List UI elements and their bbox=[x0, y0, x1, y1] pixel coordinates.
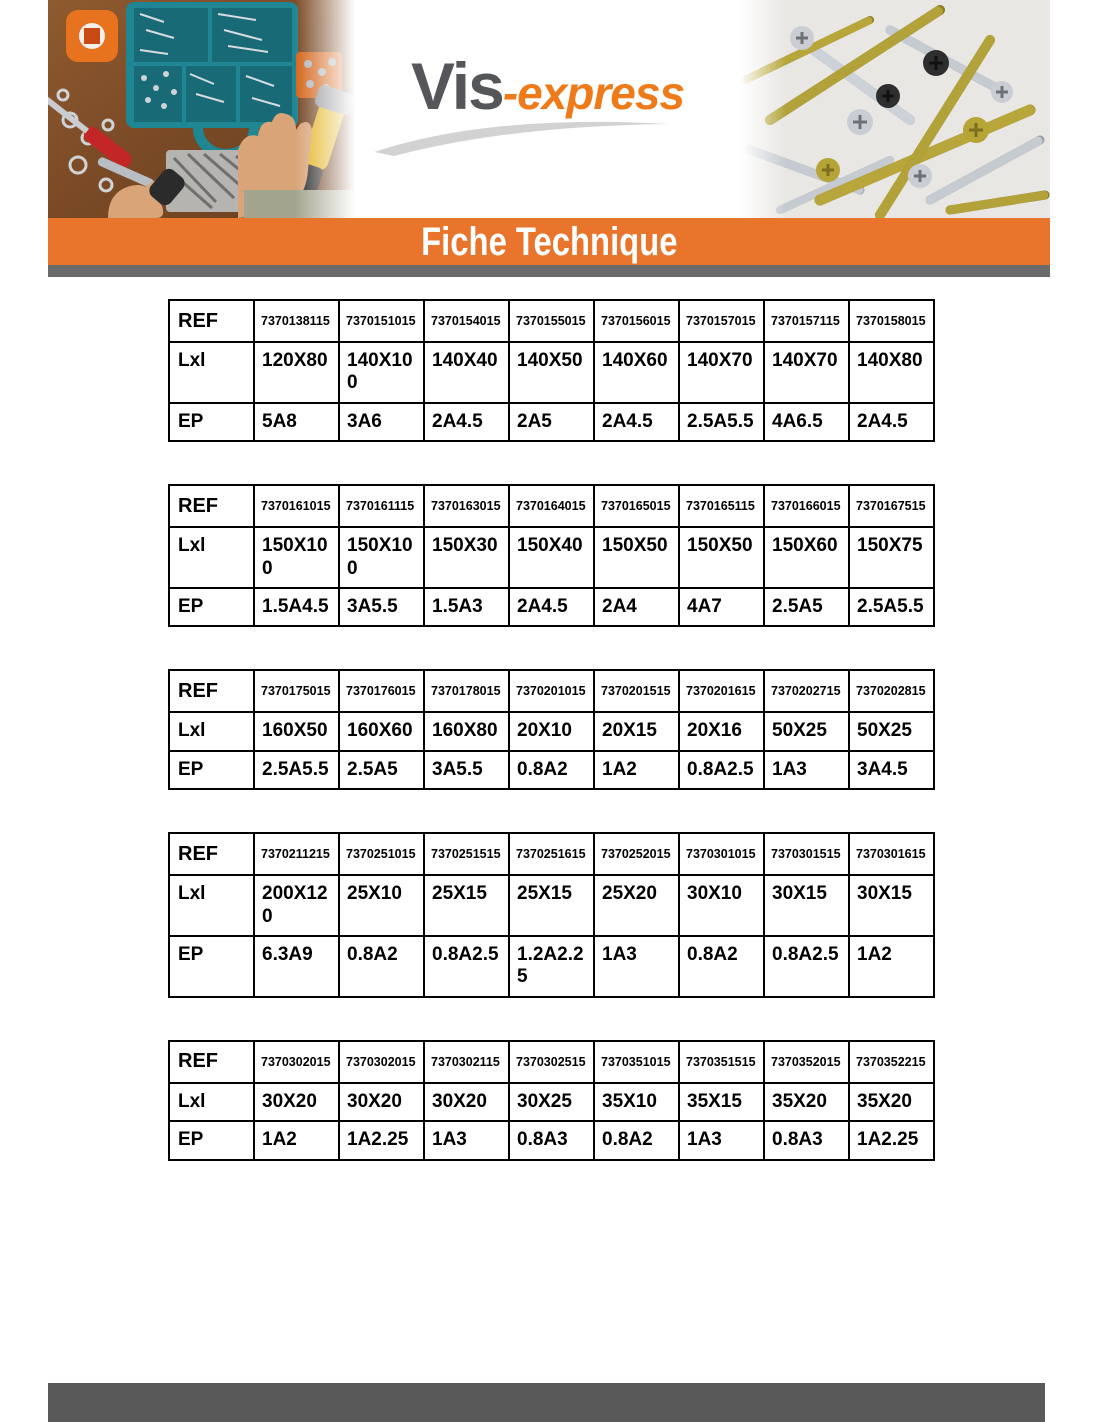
lxl-value-3-6: 20X16 bbox=[679, 712, 764, 750]
ref-value-3-6: 7370201615 bbox=[679, 670, 764, 712]
logo-swoosh bbox=[368, 112, 678, 156]
lxl-value-2-4: 150X40 bbox=[509, 527, 594, 588]
lxl-row bbox=[169, 342, 934, 403]
lxl-value-2-7: 150X60 bbox=[764, 527, 849, 588]
ep-value-5-6: 1A3 bbox=[679, 1121, 764, 1159]
ref-value-1-8: 7370158015 bbox=[849, 300, 934, 342]
ep-value-1-5: 2A4.5 bbox=[594, 403, 679, 441]
ep-row-label: EP bbox=[169, 751, 254, 789]
lxl-value-3-2: 160X60 bbox=[339, 712, 424, 750]
ep-value-2-7: 2.5A5 bbox=[764, 588, 849, 626]
ref-row-label: REF bbox=[169, 833, 254, 875]
ref-value-3-8: 7370202815 bbox=[849, 670, 934, 712]
lxl-row bbox=[169, 712, 934, 750]
ref-value-3-4: 7370201015 bbox=[509, 670, 594, 712]
lxl-value-3-1: 160X50 bbox=[254, 712, 339, 750]
ep-value-2-8: 2.5A5.5 bbox=[849, 588, 934, 626]
spec-table-5 bbox=[168, 1040, 935, 1161]
ep-value-4-4: 1.2A2.25 bbox=[509, 936, 594, 997]
ref-value-3-1: 7370175015 bbox=[254, 670, 339, 712]
ep-value-3-8: 3A4.5 bbox=[849, 751, 934, 789]
ep-value-4-6: 0.8A2 bbox=[679, 936, 764, 997]
lxl-row bbox=[169, 1083, 934, 1121]
ref-value-4-3: 7370251515 bbox=[424, 833, 509, 875]
lxl-value-4-2: 25X10 bbox=[339, 875, 424, 936]
ref-value-2-2: 7370161115 bbox=[339, 485, 424, 527]
lxl-value-1-1: 120X80 bbox=[254, 342, 339, 403]
lxl-value-1-8: 140X80 bbox=[849, 342, 934, 403]
ref-value-1-2: 7370151015 bbox=[339, 300, 424, 342]
ref-value-2-5: 7370165015 bbox=[594, 485, 679, 527]
lxl-value-1-2: 140X100 bbox=[339, 342, 424, 403]
content-area bbox=[48, 0, 1050, 1161]
ref-row-label: REF bbox=[169, 300, 254, 342]
ref-value-2-3: 7370163015 bbox=[424, 485, 509, 527]
ep-value-4-5: 1A3 bbox=[594, 936, 679, 997]
lxl-value-3-4: 20X10 bbox=[509, 712, 594, 750]
ref-value-1-5: 7370156015 bbox=[594, 300, 679, 342]
footer-bar bbox=[48, 1383, 1045, 1422]
ep-value-5-3: 1A3 bbox=[424, 1121, 509, 1159]
page-title: Fiche Technique bbox=[420, 219, 678, 264]
ep-value-2-1: 1.5A4.5 bbox=[254, 588, 339, 626]
ref-row bbox=[169, 1041, 934, 1083]
lxl-value-2-1: 150X100 bbox=[254, 527, 339, 588]
spec-table-4 bbox=[168, 832, 935, 998]
ep-value-2-6: 4A7 bbox=[679, 588, 764, 626]
ref-value-4-1: 7370211215 bbox=[254, 833, 339, 875]
lxl-value-2-3: 150X30 bbox=[424, 527, 509, 588]
ep-value-5-4: 0.8A3 bbox=[509, 1121, 594, 1159]
lxl-row bbox=[169, 527, 934, 588]
ref-value-5-2: 7370302015 bbox=[339, 1041, 424, 1083]
ref-row bbox=[169, 833, 934, 875]
tables bbox=[168, 299, 935, 1161]
logo-text-express: -express bbox=[502, 67, 685, 119]
ref-value-2-8: 7370167515 bbox=[849, 485, 934, 527]
ep-value-5-1: 1A2 bbox=[254, 1121, 339, 1159]
ep-value-1-2: 3A6 bbox=[339, 403, 424, 441]
ep-value-1-3: 2A4.5 bbox=[424, 403, 509, 441]
ref-value-4-7: 7370301515 bbox=[764, 833, 849, 875]
ep-row bbox=[169, 751, 934, 789]
lxl-value-5-1: 30X20 bbox=[254, 1083, 339, 1121]
ref-value-3-2: 7370176015 bbox=[339, 670, 424, 712]
lxl-value-3-8: 50X25 bbox=[849, 712, 934, 750]
right-photo-pile-of-screws bbox=[740, 0, 1050, 218]
ep-value-2-2: 3A5.5 bbox=[339, 588, 424, 626]
ep-row-label: EP bbox=[169, 936, 254, 997]
ep-value-3-4: 0.8A2 bbox=[509, 751, 594, 789]
lxl-value-5-8: 35X20 bbox=[849, 1083, 934, 1121]
ref-value-5-4: 7370302515 bbox=[509, 1041, 594, 1083]
ep-value-3-2: 2.5A5 bbox=[339, 751, 424, 789]
lxl-value-4-4: 25X15 bbox=[509, 875, 594, 936]
right-photo-illustration bbox=[740, 0, 1050, 218]
ep-row bbox=[169, 936, 934, 997]
ep-value-2-3: 1.5A3 bbox=[424, 588, 509, 626]
lxl-value-4-6: 30X10 bbox=[679, 875, 764, 936]
lxl-value-2-8: 150X75 bbox=[849, 527, 934, 588]
ep-value-5-7: 0.8A3 bbox=[764, 1121, 849, 1159]
ep-value-1-7: 4A6.5 bbox=[764, 403, 849, 441]
lxl-value-5-6: 35X15 bbox=[679, 1083, 764, 1121]
ep-value-2-5: 2A4 bbox=[594, 588, 679, 626]
ref-value-4-5: 7370252015 bbox=[594, 833, 679, 875]
ref-value-4-6: 7370301015 bbox=[679, 833, 764, 875]
ref-row-label: REF bbox=[169, 485, 254, 527]
ep-value-4-7: 0.8A2.5 bbox=[764, 936, 849, 997]
ref-value-5-1: 7370302015 bbox=[254, 1041, 339, 1083]
lxl-value-1-3: 140X40 bbox=[424, 342, 509, 403]
ref-value-2-6: 7370165115 bbox=[679, 485, 764, 527]
ref-value-2-1: 7370161015 bbox=[254, 485, 339, 527]
lxl-row bbox=[169, 875, 934, 936]
lxl-value-5-3: 30X20 bbox=[424, 1083, 509, 1121]
lxl-value-5-2: 30X20 bbox=[339, 1083, 424, 1121]
ep-value-2-4: 2A4.5 bbox=[509, 588, 594, 626]
lxl-value-3-5: 20X15 bbox=[594, 712, 679, 750]
lxl-row-label: Lxl bbox=[169, 712, 254, 750]
lxl-value-3-7: 50X25 bbox=[764, 712, 849, 750]
ep-row bbox=[169, 403, 934, 441]
ep-value-5-2: 1A2.25 bbox=[339, 1121, 424, 1159]
divider-bar bbox=[48, 265, 1050, 277]
header bbox=[48, 0, 1050, 218]
ep-value-4-2: 0.8A2 bbox=[339, 936, 424, 997]
ep-value-3-6: 0.8A2.5 bbox=[679, 751, 764, 789]
lxl-value-4-3: 25X15 bbox=[424, 875, 509, 936]
lxl-row-label: Lxl bbox=[169, 1083, 254, 1121]
ref-value-2-7: 7370166015 bbox=[764, 485, 849, 527]
ref-row bbox=[169, 300, 934, 342]
left-photo-illustration bbox=[48, 0, 355, 218]
ep-value-1-1: 5A8 bbox=[254, 403, 339, 441]
ep-row bbox=[169, 588, 934, 626]
lxl-value-3-3: 160X80 bbox=[424, 712, 509, 750]
ref-value-3-5: 7370201515 bbox=[594, 670, 679, 712]
lxl-row-label: Lxl bbox=[169, 342, 254, 403]
ref-row bbox=[169, 670, 934, 712]
ep-value-3-7: 1A3 bbox=[764, 751, 849, 789]
lxl-value-5-4: 30X25 bbox=[509, 1083, 594, 1121]
ref-value-5-3: 7370302115 bbox=[424, 1041, 509, 1083]
ep-row bbox=[169, 1121, 934, 1159]
ref-value-2-4: 7370164015 bbox=[509, 485, 594, 527]
ep-value-4-8: 1A2 bbox=[849, 936, 934, 997]
ref-value-3-3: 7370178015 bbox=[424, 670, 509, 712]
ref-value-5-6: 7370351515 bbox=[679, 1041, 764, 1083]
ref-value-4-4: 7370251615 bbox=[509, 833, 594, 875]
lxl-value-2-2: 150X100 bbox=[339, 527, 424, 588]
spec-table-3 bbox=[168, 669, 935, 790]
ref-value-5-7: 7370352015 bbox=[764, 1041, 849, 1083]
lxl-value-1-7: 140X70 bbox=[764, 342, 849, 403]
lxl-value-5-5: 35X10 bbox=[594, 1083, 679, 1121]
ep-value-3-1: 2.5A5.5 bbox=[254, 751, 339, 789]
ep-value-5-8: 1A2.25 bbox=[849, 1121, 934, 1159]
ep-row-label: EP bbox=[169, 1121, 254, 1159]
lxl-value-4-7: 30X15 bbox=[764, 875, 849, 936]
ep-row-label: EP bbox=[169, 588, 254, 626]
ref-row bbox=[169, 485, 934, 527]
logo-zone bbox=[355, 0, 740, 218]
ep-value-4-3: 0.8A2.5 bbox=[424, 936, 509, 997]
spec-table-1 bbox=[168, 299, 935, 442]
ref-value-1-3: 7370154015 bbox=[424, 300, 509, 342]
title-banner bbox=[48, 218, 1050, 265]
lxl-value-2-5: 150X50 bbox=[594, 527, 679, 588]
ref-value-1-1: 7370138115 bbox=[254, 300, 339, 342]
lxl-value-4-8: 30X15 bbox=[849, 875, 934, 936]
lxl-row-label: Lxl bbox=[169, 875, 254, 936]
ref-value-3-7: 7370202715 bbox=[764, 670, 849, 712]
ref-value-4-8: 7370301615 bbox=[849, 833, 934, 875]
ep-value-1-6: 2.5A5.5 bbox=[679, 403, 764, 441]
spec-table-2 bbox=[168, 484, 935, 627]
ep-value-3-3: 3A5.5 bbox=[424, 751, 509, 789]
ep-row-label: EP bbox=[169, 403, 254, 441]
ref-row-label: REF bbox=[169, 1041, 254, 1083]
logo-text-vis: Vis bbox=[410, 49, 503, 123]
tape-measure bbox=[66, 10, 118, 62]
ep-value-1-8: 2A4.5 bbox=[849, 403, 934, 441]
ep-value-5-5: 0.8A2 bbox=[594, 1121, 679, 1159]
ref-value-5-5: 7370351015 bbox=[594, 1041, 679, 1083]
ref-value-1-4: 7370155015 bbox=[509, 300, 594, 342]
lxl-value-4-1: 200X120 bbox=[254, 875, 339, 936]
lxl-value-1-4: 140X50 bbox=[509, 342, 594, 403]
ep-value-4-1: 6.3A9 bbox=[254, 936, 339, 997]
ref-value-4-2: 7370251015 bbox=[339, 833, 424, 875]
ref-value-5-8: 7370352215 bbox=[849, 1041, 934, 1083]
lxl-value-4-5: 25X20 bbox=[594, 875, 679, 936]
left-photo-hands-sorting-screws bbox=[48, 0, 355, 218]
lxl-row-label: Lxl bbox=[169, 527, 254, 588]
lxl-value-1-5: 140X60 bbox=[594, 342, 679, 403]
ref-row-label: REF bbox=[169, 670, 254, 712]
ref-value-1-7: 7370157115 bbox=[764, 300, 849, 342]
lxl-value-1-6: 140X70 bbox=[679, 342, 764, 403]
ep-value-3-5: 1A2 bbox=[594, 751, 679, 789]
lxl-value-2-6: 150X50 bbox=[679, 527, 764, 588]
ref-value-1-6: 7370157015 bbox=[679, 300, 764, 342]
lxl-value-5-7: 35X20 bbox=[764, 1083, 849, 1121]
ep-value-1-4: 2A5 bbox=[509, 403, 594, 441]
